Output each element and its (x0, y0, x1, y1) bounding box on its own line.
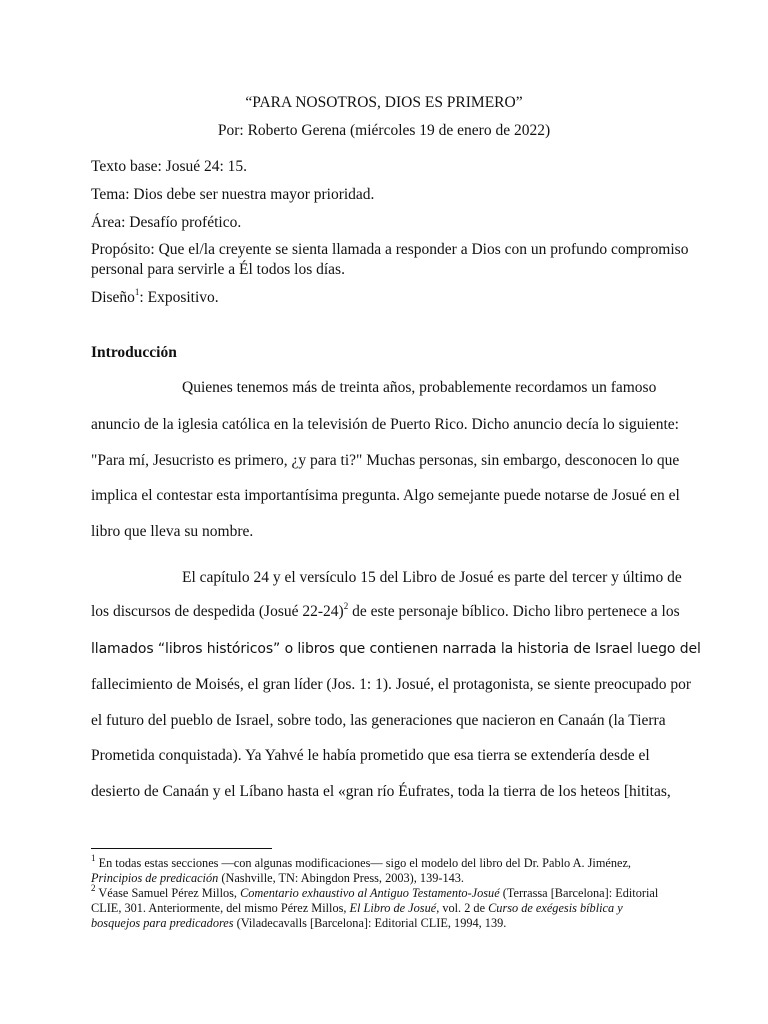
paragraph-text: de este personaje bíblico. Dicho libro pertenece a los (348, 603, 680, 620)
paragraph-line (91, 602, 678, 622)
paragraph-line: desierto de Canaán y el Líbano hasta el «gran río Éufrates, toda la tierra de los heteos [hititas, (91, 783, 671, 800)
paragraph-text: los discursos de despedida (Josué 22-24) (91, 603, 344, 620)
paragraph-line: el futuro del pueblo de Israel, sobre todo, las generaciones que nacieron en Canaán (la Tierra (91, 712, 666, 729)
book-title: Principios de predicación (91, 871, 219, 885)
book-title: bosquejos para predicadores (91, 916, 234, 930)
footnote-text: (Terrassa [Barcelona]: Editorial (499, 886, 659, 900)
diseno-label: Diseño (91, 289, 135, 306)
paragraph-line: "Para mí, Jesucristo es primero, ¿y para ti?" Muchas personas, sin embargo, desconocen lo que (91, 452, 680, 469)
paragraph-line: Prometida conquistada). Ya Yahvé le había prometido que esa tierra se extendería desde el (91, 747, 650, 764)
paragraph-line: El capítulo 24 y el versículo 15 del Libro de Josué es parte del tercer y último de (182, 569, 682, 586)
paragraph-line: fallecimiento de Moisés, el gran líder (Jos. 1: 1). Josué, el protagonista, se siente preocupado por (91, 676, 692, 693)
paragraph-line: implica el contestar esta importantísima pregunta. Algo semejante puede notarse de Josué en el (91, 487, 680, 504)
footnote-2-cont (91, 916, 688, 931)
footnote-separator (91, 848, 272, 849)
book-title: El Libro de Josué (349, 901, 437, 915)
intro-heading: Introducción (91, 344, 177, 361)
footnote-text: (Viladecavalls [Barcelona]: Editorial CLIE, 1994, 139. (233, 916, 507, 930)
footnote-text: En todas estas secciones ―con algunas modificaciones― sigo el modelo del libro del Dr. Pablo A. Jiménez, (95, 856, 631, 870)
area: Área: Desafío profético. (91, 214, 242, 231)
diseno-value: : Expositivo. (139, 289, 219, 306)
footnote-ref-2[interactable]: 2 (343, 600, 349, 611)
footnote-text: CLIE, 301. Anteriormente, del mismo Pérez Millos, (91, 901, 350, 915)
paragraph-line: libro que lleva su nombre. (91, 523, 254, 540)
footnote-ref-1[interactable]: 1 (134, 286, 140, 297)
byline: Por: Roberto Gerena (miércoles 19 de enero de 2022) (217, 122, 551, 139)
proposito-line-2: personal para servirle a Él todos los días. (91, 261, 345, 278)
tema: Tema: Dios debe ser nuestra mayor prioridad. (91, 186, 375, 203)
paragraph-line: Quienes tenemos más de treinta años, probablemente recordamos un famoso (182, 379, 657, 396)
paragraph-line: anuncio de la iglesia católica en la televisión de Puerto Rico. Dicho anuncio decía lo siguiente: (91, 416, 679, 433)
footnote-2 (91, 882, 688, 901)
footnote-number: 1 (91, 852, 96, 863)
proposito-line-1: Propósito: Que el/la creyente se sienta llamada a responder a Dios con un profundo compromiso (91, 241, 689, 258)
document-title: “PARA NOSOTROS, DIOS ES PRIMERO” (245, 94, 523, 111)
paragraph-line: llamados “libros históricos” o libros que contienen narrada la historia de Israel luego del (91, 641, 701, 657)
footnote-1 (91, 852, 688, 871)
footnote-text: , vol. 2 de (436, 901, 489, 915)
footnote-1-cont (91, 871, 688, 886)
footnote-text: (Nashville, TN: Abingdon Press, 2003), 139-143. (218, 871, 464, 885)
book-title: Comentario exhaustivo al Antiguo Testamento-Josué (240, 886, 500, 900)
texto-base: Texto base: Josué 24: 15. (91, 158, 248, 175)
footnote-text: Véase Samuel Pérez Millos, (95, 886, 241, 900)
diseno (91, 288, 678, 308)
footnote-2-cont (91, 901, 688, 916)
book-title: Curso de exégesis bíblica y (488, 901, 623, 915)
footnote-number: 2 (91, 882, 96, 893)
